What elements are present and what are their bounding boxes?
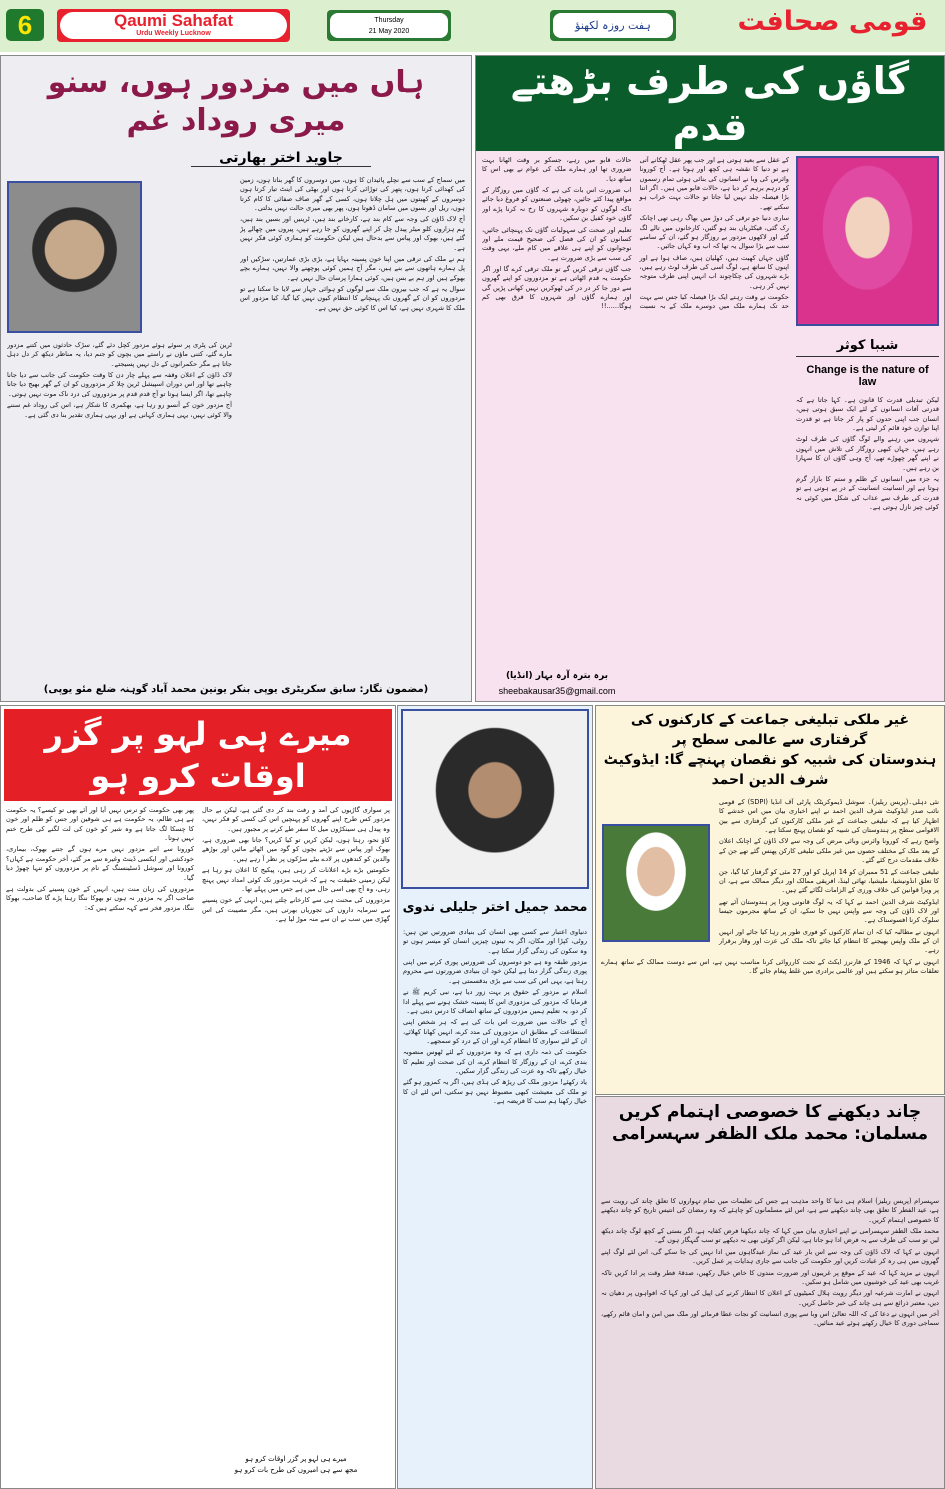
- issue-day: Thursday: [374, 17, 404, 24]
- article-body-left-column: [7, 341, 232, 673]
- paragraph: انہوں نے کہا کہ لاک ڈاؤن کی وجہ سے اس بار عید کی نماز عیدگاہوں میں ادا نہیں کی جا سکے گی، اس لئے لوگ اپنے گھروں میں ہی رہ کر عبادت کریں اور حکومت کی جانب سے جاری ہدایات پر عمل کریں۔: [601, 1247, 939, 1266]
- article-body: [482, 156, 789, 661]
- brand-logo: [57, 9, 290, 42]
- headline: [601, 710, 939, 790]
- paragraph: حکومتیں بڑے بڑے اعلانات کر رہی ہیں، پیکیج کا اعلان ہو رہا ہے لیکن زمینی حقیقت یہ ہے کہ غریب مزدور تک کوئی امداد نہیں پہنچ رہی، وہ آج بھی اسی حال میں ہے جس میں پہلے تھا۔: [202, 866, 390, 893]
- author-note: (مضمون نگار: سابق سکریٹری یوپی بنکر یونین محمد آباد گوہنہ ضلع مئو یوپی): [43, 684, 429, 695]
- paragraph: آج کے حالات میں ضرورت اس بات کی ہے کہ ہر شخص اپنی استطاعت کے مطابق ان مزدوروں کی مدد کرے، انہیں کھانا کھلائے، ان کے لئے سواری کا انتظام کرے اور ان کے درد کو سمجھے۔: [403, 1018, 587, 1045]
- article-body: [403, 928, 587, 1482]
- paragraph: مزدوروں کی زبان منت ہیں، انہیں کے خون پسینے کی بدولت ہے صاحب اگر یہ مزدور نہ ہوں تو بھوکا ننگا رہنا پڑے گا صاحب، بھوکا ننگا، مزدور فخر سے کہہ سکتے ہیں کہ:: [6, 884, 194, 912]
- masthead-urdu: قومی صحافت: [737, 6, 928, 37]
- person-photo: [602, 824, 710, 942]
- headline-banner: [4, 709, 392, 801]
- paragraph: حکومت نے وقت رہتے ایک بڑا فیصلہ کیا جس سے بہت حد تک ہمارے ملک میں دوسرے ملک کے بہ نسبت حالات قابو میں رہے، جسکو بر وقت اٹھانا بہت ضروری تھا اور ہمارے ملک کی عوام نے بھی اس کا ساتھ دیا۔: [482, 156, 789, 311]
- paragraph: سوال یہ ہے کہ جب بیرون ملک سے لوگوں کو ہوائی جہاز سے لایا جا سکتا ہے تو مزدوروں کو ان کے گھروں تک پہنچانے کا انتظام کیوں نہیں کیا گیا، کیا مزدور اس ملک کا شہری نہیں ہے، کیا اس کا کوئی حق نہیں ہے۔: [240, 284, 465, 312]
- paragraph: مزدوروں کی محنت ہی سے کارخانے چلتے ہیں، انہی کے خون پسینے سے سرمایہ داروں کی تجوریاں بھرتی ہیں، مگر مصیبت کی اس گھڑی میں سب نے ان سے منہ موڑ لیا ہے۔: [202, 896, 390, 923]
- article-village: [475, 55, 945, 702]
- paragraph: ساری دنیا جو ترقی کی دوڑ میں بھاگ رہی تھی اچانک رک گئی، فیکٹریاں بند ہو گئیں، کارخانوں میں تالے لگ گئے اور لاکھوں مزدور بے روزگار ہو گئے، ان کے سامنے سب سے بڑا سوال یہ تھا کہ اب وہ کہاں جائیں۔: [639, 214, 789, 251]
- paragraph: کورونا سے اتنے مزدور نہیں مرے ہوں گے جتنے بھوک، بیماری، خودکشی اور ایکسی ڈینٹ وغیرہ سے مر گئے، آخر حکومت ہے کہاں؟ کورونا اور سوشل ڈسٹینسنگ کے نام پر مزدوروں کو تنہا چھوڑ دیا گیا۔: [6, 845, 194, 882]
- paragraph: پھر بھی حکومت کو ترس نہیں آیا اور آئے بھی تو کیسے؟ یہ حکومت ہے ہی ظالم، یہ حکومت ہے ہی شوقین اور جس کو ظلم اور خون کا چسکا لگ جاتا ہے وہ شیر کو خون کی لت لگنے کی طرح ختم نہیں ہوتا۔: [6, 806, 194, 843]
- paragraph: جب گاؤں ترقی کریں گے تو ملک ترقی کرے گا اور اگر حکومت یہ قدم اٹھاتی ہے تو مزدوروں کو اپنے گھروں سے دور جا کر در در کی ٹھوکریں نہیں کھانی پڑیں گی اور ہمارے گاؤں اور شہروں کا فرق بھی کم ہوگا......!!: [482, 264, 632, 311]
- author-email[interactable]: sheebakausar35@gmail.com: [498, 686, 616, 696]
- paragraph: آخر میں انہوں نے دعا کی کہ اللہ تعالیٰ اس وبا سے پوری انسانیت کو نجات عطا فرمائے اور ملک میں امن و امان قائم رکھے، سماجی دوری کا خیال رکھتے ہوئے عید منائیں۔: [601, 1309, 939, 1328]
- headline: ہاں میں مزدور ہوں، سنو میری روداد غم: [47, 65, 425, 138]
- author-photo: [401, 709, 589, 889]
- article-body: [6, 806, 390, 1428]
- issue-date: 21 May 2020: [368, 28, 410, 35]
- byline-place: برہ بترہ آرہ بہار (انڈیا): [505, 671, 609, 681]
- page-number: 6: [6, 9, 44, 41]
- article-moon: [595, 1096, 945, 1489]
- author-byline: جاوید اختر بھارتی: [191, 150, 371, 167]
- paragraph: انہوں نے مطالبہ کیا کہ ان تمام کارکنوں کو فوری طور پر رہا کیا جائے اور انہیں ان کے ملک واپس بھیجنے کا انتظام کیا جائے تاکہ ملک کی عزت اور وقار برقرار رہے۔: [719, 927, 939, 955]
- paragraph: نئی دہلی۔(پریس ریلیز)۔ سوشل ڈیموکریٹک پارٹی آف انڈیا (SDPI) کے قومی نائب صدر ایڈوکیٹ شرف الدین احمد نے اپنے اخباری بیان میں اس خدشے کا اظہار کیا ہے کہ تبلیغی جماعت کے غیر ملکی کارکنوں کی گرفتاری سے بین الاقوامی سطح پر ہندوستان کی شبیہ کو نقصان پہنچ سکتا ہے۔: [719, 798, 939, 835]
- brand-title: Qaumi Sahafat: [113, 11, 234, 30]
- paragraph: تعلیم اور صحت کی سہولیات گاؤں تک پہنچائی جائیں، کسانوں کو ان کی فصل کی صحیح قیمت ملے اور نوجوانوں کو اپنے ہی علاقے میں کام ملے، یہی وقت کی سب سے بڑی ضرورت ہے۔: [482, 225, 632, 262]
- verse-line: میرے ہی لہو پر گزر اوقات کرو ہو: [245, 1455, 347, 1463]
- headline: گاؤں کی طرف بڑھتے قدم: [510, 58, 910, 149]
- paragraph: لیکن تبدیلی قدرت کا قانون ہے۔ کہا جاتا ہے کہ قدرتی آفات انسانوں کے لئے ایک سبق ہوتی ہیں، انسان جب اپنی حدوں کو پار کر جاتا ہے تو قدرت اپنا توازن خود قائم کر لیتی ہے۔: [796, 396, 939, 433]
- headline: میرے ہی لہو پر گزر اوقات کرو ہو: [44, 715, 352, 795]
- article-nadwi: [397, 705, 593, 1489]
- headline-line: چاند دیکھنے کا خصوصی اہتمام کریں: [618, 1102, 922, 1122]
- weekly-label-box: [550, 10, 676, 41]
- paragraph: کاؤ نحو، رہتا ہوں، لیکن کریں تو کیا کریں؟ جانا بھی ضروری ہے، بھوک اور پیاس سے تڑپتے بچوں کو گود میں اٹھائے مائیں اور بوڑھے والدین کو کندھوں پر لادے بیٹے سڑکوں پر نظر آ رہے ہیں۔: [202, 836, 390, 863]
- paragraph: محمد ملک الظفر سہسرامی نے اپنے اخباری بیان میں کہا کہ چاند دیکھنا فرض کفایہ ہے، اگر بستی کے کچھ لوگ چاند دیکھ لیں تو سب کی طرف سے یہ فرض ادا ہو جاتا ہے، لیکن اگر کوئی بھی نہ دیکھے تو سب گنہگار ہوں گے۔: [601, 1227, 939, 1245]
- paragraph: واضح رہے کہ کورونا وائرس وبائی مرض کی وجہ سے لاک ڈاؤن کے اچانک اعلان کے بعد ملک کے مختلف حصوں میں غیر ملکی تبلیغی کارکن پھنس گئے تھے جن کے خلاف مقدمات درج کئے گئے۔: [719, 837, 939, 865]
- paragraph: ٹرین کی پٹری پر سوئے ہوئے مزدور کچل دئے گئے، سڑک حادثوں میں کتنے مزدور مارے گئے، کتنی ماؤں نے راستے میں بچوں کو جنم دیا، یہ مناظر دیکھ کر دل دہل جاتا ہے مگر حکمرانوں کے دل نہیں پسیجتے۔: [7, 341, 232, 368]
- paragraph: ہم نے ملک کی ترقی میں اپنا خون پسینہ بہایا ہے، بڑی بڑی عمارتیں، سڑکیں اور پل ہمارے ہاتھوں سے بنے ہیں، مگر آج ہمیں کوئی پوچھنے والا نہیں، ہمارے بچے بھوکے ہیں اور ہم بے بس ہیں، کوئی ہمارا پرسان حال نہیں ہے۔: [240, 254, 465, 282]
- article-body: [601, 1197, 939, 1483]
- date-box: [327, 10, 451, 41]
- author-name: محمد جمیل اختر جلیلی ندوی: [402, 900, 588, 915]
- english-subtitle: Change is the nature of law: [806, 364, 929, 388]
- paragraph: گاؤں جہاں کھیت ہیں، کھلیان ہیں، صاف ہوا ہے اور اپنوں کا ساتھ ہے، لوگ اسی کی طرف لوٹ رہے ہیں، بڑے شہروں کی چکاچوند اب انہیں اپنی طرف متوجہ نہیں کر رہی۔: [639, 253, 789, 290]
- paragraph: حکومت کی ذمہ داری ہے کہ وہ مزدوروں کے لئے ٹھوس منصوبہ بندی کرے، ان کے روزگار کا انتظام کرے، ان کی صحت اور تعلیم کا خیال رکھے تاکہ وہ عزت کی زندگی گزار سکیں۔: [403, 1048, 587, 1076]
- paragraph: کے عقل سے بعید ہوتی ہے اور جب پھر عقل ٹھکانے آتی ہے تو دنیا کا نقشہ ہی کچھ اور ہوتا ہے۔ آج کورونا وائرس کی وبا نے انسانوں کی بنائی ہوئی تمام رسموں کو درہم برہم کر دیا ہے، حالات قابو میں ہیں۔ اگر اتنا بڑا فیصلہ جلد نہیں لیا جاتا تو حالات بہت خراب ہو سکتے تھے۔: [639, 156, 789, 211]
- verse-line: مجھ سے ہی امیروں کی طرح بات کرو ہو: [234, 1466, 358, 1474]
- author-name: شیبا کوثر: [796, 338, 939, 357]
- author-photo: [7, 181, 142, 333]
- masthead-bar: [0, 0, 945, 52]
- paragraph: انہوں نے مزید کہا کہ عید کے موقع پر غریبوں اور ضرورت مندوں کا خاص خیال رکھیں، صدقۂ فطر وقت پر ادا کریں تاکہ غریب بھی عید کی خوشیوں میں شامل ہو سکیں۔: [601, 1268, 939, 1286]
- author-photo: [796, 156, 939, 326]
- paragraph: یاد رکھئے! مزدور ملک کی ریڑھ کی ہڈی ہیں، اگر یہ کمزور ہو گئے تو ملک کی معیشت کبھی مضبوط نہیں ہو سکتی، اس لئے ان کا خیال رکھنا ہم سب کا فریضہ ہے۔: [403, 1078, 587, 1106]
- paragraph: دنیاوی اعتبار سے کسی بھی انسان کی بنیادی ضرورتیں تین ہیں: روٹی، کپڑا اور مکان، اگر یہ تینوں چیزیں انسان کو میسر ہوں تو وہ سکون کی زندگی گزار سکتا ہے۔: [403, 928, 587, 955]
- paragraph: میں سماج کے سب سے نچلے پائیدان کا ہوں، میں دوسروں کا گھر بناتا ہوں، زمین کی کھدائی کرتا ہوں، پتھر کی توڑائی کرتا ہوں اور بھٹی کی اینٹ تیار کرتا ہوں دوسروں کے کھیتوں میں ہل چلاتا ہوں، کسی کے گھر صاف صفائی کا کام کرتا ہوں، ریل اور بسوں میں سامان ڈھوتا ہوں، پھر بھی میری حالت نہیں بدلتی۔: [240, 176, 465, 213]
- article-blood: [0, 705, 396, 1489]
- paragraph: شہروں میں رہنے والے لوگ گاؤں کی طرف لوٹ رہے ہیں، جہاں کبھی روزگار کی تلاش میں انہوں نے اپنے گھر چھوڑے تھے، آج وہی گاؤں ان کا سہارا بن رہے ہیں۔: [796, 435, 939, 472]
- paragraph: تبلیغی جماعت کے 51 ممبران کو 14 اپریل کو اور 27 مئی کو گرفتار کیا گیا، جن کا تعلق انڈونیشیا، ملیشیا، تھائی لینڈ، افریقی ممالک اور دیگر ممالک سے ہے، ان پر ویزا قوانین کی خلاف ورزی کے الزامات لگائے گئے ہیں۔: [719, 867, 939, 895]
- paragraph: سہسرام (پریس ریلیز) اسلام ہی دنیا کا واحد مذہب ہے جس کی تعلیمات میں تمام تہواروں کا تعلق چاند کی رویت سے ہے، عید الفطر کا تعلق بھی چاند دیکھنے سے ہے، اس لئے مسلمانوں کو چاہئے کہ وہ رمضان کی انتیس تاریخ کو چاند دیکھنے کا خصوصی اہتمام کریں۔: [601, 1197, 939, 1224]
- paragraph: یہ جزء میں انسانوں کے ظلم و ستم کا بازار گرم ہوتا ہے اور انسانیت انسانیت کے در پے ہوتی ہے تو قدرت کی طرف سے عذاب کی شکل میں کوئی نہ کوئی چیز نازل ہوتی ہے۔: [796, 474, 939, 511]
- brand-subtitle: Urdu Weekly Lucknow: [136, 30, 211, 37]
- article-labour: [0, 55, 472, 702]
- paragraph: انہوں نے کہا کہ 1946 کے فارنرز ایکٹ کے تحت کارروائی کرنا مناسب نہیں ہے، اس سے دوست ممالک کے ساتھ ہمارے تعلقات متاثر ہو سکتے ہیں اور عالمی برادری میں غلط پیغام جائے گا۔: [601, 957, 939, 976]
- paragraph: لاک ڈاؤن کے اعلان وقفہ سے پہلے چار دن کا وقت حکومت کی جانب سے دیا جانا چاہیے تھا اور اس دوران اسپیشل ٹرین چلا کر مزدوروں کو ان کے گھر بھیج دیا جانا چاہیے تھا، اگر ایسا ہوتا تو آج قدم قدم پر مزدوروں کی درد ناک موت نہیں ہوتی۔: [7, 371, 232, 398]
- paragraph: اب ضرورت اس بات کی ہے کہ گاؤں میں روزگار کے مواقع پیدا کئے جائیں، چھوٹی صنعتوں کو فروغ دیا جائے تاکہ لوگوں کو دوبارہ شہروں کا رخ نہ کرنا پڑے اور گاؤں خود کفیل بن سکیں۔: [482, 186, 632, 223]
- article-tablighi: [595, 705, 945, 1095]
- headline-line: غیر ملکی تبلیغی جماعت کے کارکنوں کی گرفتاری سے عالمی سطح پر: [630, 712, 910, 748]
- paragraph: آج مزدور خون کے آنسو رو رہا ہے، بھکمری کا شکار ہے، اس کی روداد غم سننے والا کوئی نہیں، یہی ہماری کہانی ہے اور یہی ہماری تقدیر بنا دی گئی ہے۔: [7, 401, 232, 419]
- weekly-label: ہفت روزہ لکھنؤ: [553, 13, 673, 38]
- headline-line: مسلمان: محمد ملک الظفر سہسرامی: [611, 1124, 929, 1144]
- headline: [601, 1101, 939, 1145]
- headline-banner: [476, 56, 944, 151]
- paragraph: اسلام نے مزدور کے حقوق پر بہت زور دیا ہے، نبی کریم ﷺ نے فرمایا کہ مزدور کی مزدوری اس کا پسینہ خشک ہونے سے پہلے ادا کر دو، یہ تعلیم ہمیں مزدوروں کے ساتھ انصاف کا درس دیتی ہے۔: [403, 988, 587, 1015]
- paragraph: پر سواری گاڑیوں کی آمد و رفت بند کر دی گئی ہے، لیکن بے حال مزدور کس طرح اپنے گھروں کو پہنچیں اس کی کسی کو فکر نہیں، وہ پیدل ہی سینکڑوں میل کا سفر طے کرنے پر مجبور ہیں۔: [202, 806, 390, 833]
- side-column: [796, 396, 939, 695]
- paragraph: آج لاک ڈاؤن کی وجہ سے کام بند ہے، کارخانے بند ہیں، ٹرینیں اور بسیں بند ہیں، ہم ہزاروں کلو میٹر پیدل چل کر اپنے گھروں کو جا رہے ہیں، پیروں میں چھالے پڑ گئے ہیں، بھوک اور پیاس سے بدحال ہیں لیکن حکومت کو ہماری کوئی فکر نہیں ہے۔: [240, 215, 465, 252]
- paragraph: ایڈوکیٹ شرف الدین احمد نے کہا کہ یہ لوگ قانونی ویزا پر ہندوستان آئے تھے اور لاک ڈاؤن کی وجہ سے واپس نہیں جا سکے، ان کے ساتھ مجرموں جیسا سلوک کرنا افسوسناک ہے۔: [719, 897, 939, 925]
- headline-line: ہندوستان کی شبیہ کو نقصان پہنچے گا: ایڈوکیٹ شرف الدین احمد: [603, 752, 937, 788]
- article-body-right-column: [240, 176, 465, 673]
- paragraph: مزدور طبقہ وہ ہے جو دوسروں کی ضرورتیں پوری کرنے میں اپنی پوری زندگی گزار دیتا ہے لیکن خود ان بنیادی ضرورتوں سے محروم رہتا ہے، یہی اس کی سب سے بڑی بدقسمتی ہے۔: [403, 958, 587, 985]
- paragraph: انہوں نے امارت شرعیہ اور دیگر رویت ہلال کمیٹیوں کے اعلان کا انتظار کرنے کی اپیل کی اور کہا کہ افواہوں پر دھیان نہ دیں، معتبر ذرائع سے ہی چاند کی خبر حاصل کریں۔: [601, 1289, 939, 1307]
- closing-verse: [201, 1454, 391, 1476]
